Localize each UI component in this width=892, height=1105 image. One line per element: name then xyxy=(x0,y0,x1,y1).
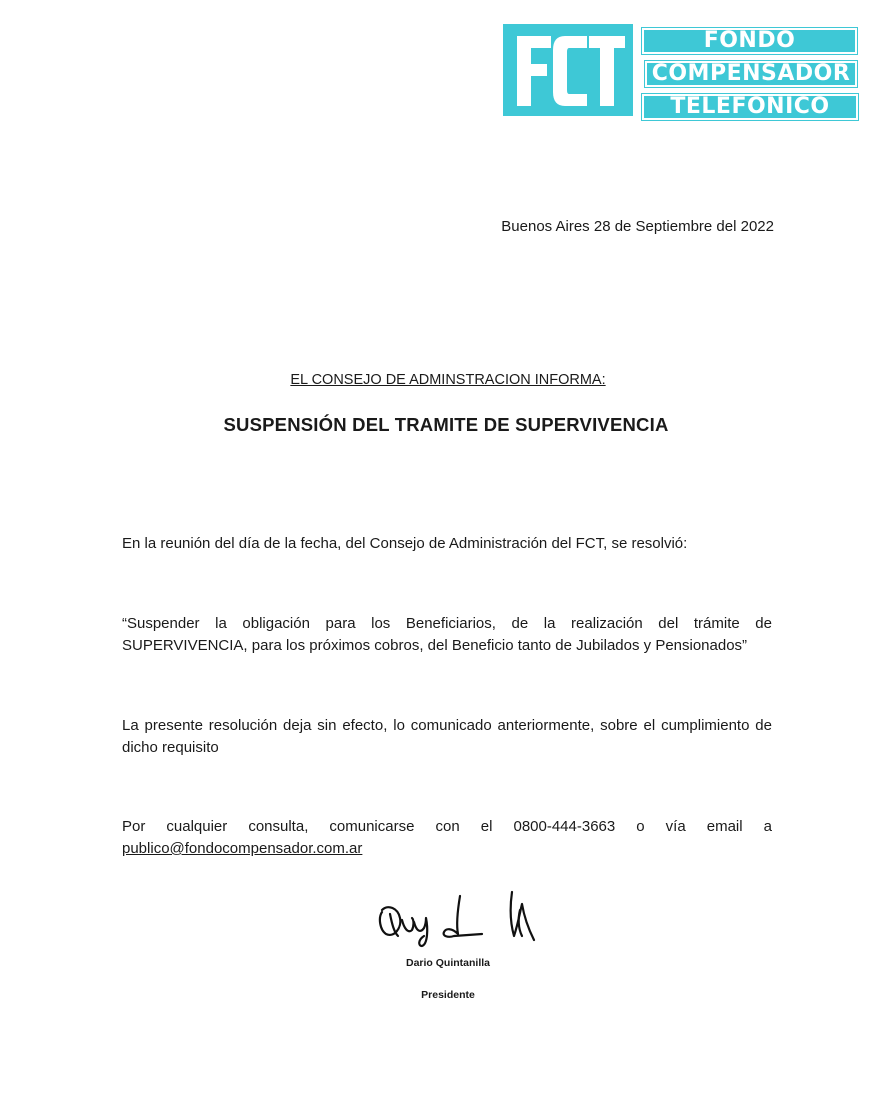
logo-line-compensador: COMPENSADOR xyxy=(645,61,857,87)
paragraph-contact xyxy=(122,816,772,860)
logo-line-telefonico: TELEFONICO xyxy=(642,94,858,120)
paragraph-effect: La presente resolución deja sin efecto, lo comunicado anteriormente, sobre el cumplimiento de dicho requisito xyxy=(122,717,772,756)
council-heading-text: EL CONSEJO DE ADMINSTRACION INFORMA: xyxy=(290,372,606,388)
fct-logo xyxy=(503,24,857,124)
paragraph-resolution-quote: “Suspender la obligación para los Beneficiarios, de la realización del trámite de SUPERVIVENCIA, para los próximos cobros, del Beneficio tanto de Jubilados y Pensionados” xyxy=(122,615,772,654)
signer-role-text: Presidente xyxy=(421,989,475,1001)
logo-line-fondo: FONDO xyxy=(642,28,857,54)
council-heading xyxy=(0,372,892,388)
document-title: SUSPENSIÓN DEL TRAMITE DE SUPERVIVENCIA xyxy=(223,414,669,435)
paragraph-resolution-intro: En la reunión del día de la fecha, del Consejo de Administración del FCT, se resolvió: xyxy=(122,535,688,552)
document-date: Buenos Aires 28 de Septiembre del 2022 xyxy=(501,218,774,235)
fct-logo-mark xyxy=(503,24,633,116)
signer-name xyxy=(0,957,892,969)
signature xyxy=(372,884,557,950)
contact-text: Por cualquier consulta, comunicarse con el 0800-444-3663 o vía email a xyxy=(122,818,772,835)
signer-role xyxy=(0,989,892,1001)
signer-name-text: Dario Quintanilla xyxy=(405,957,490,969)
contact-email-link[interactable]: publico@fondocompensador.com.ar xyxy=(122,840,363,857)
